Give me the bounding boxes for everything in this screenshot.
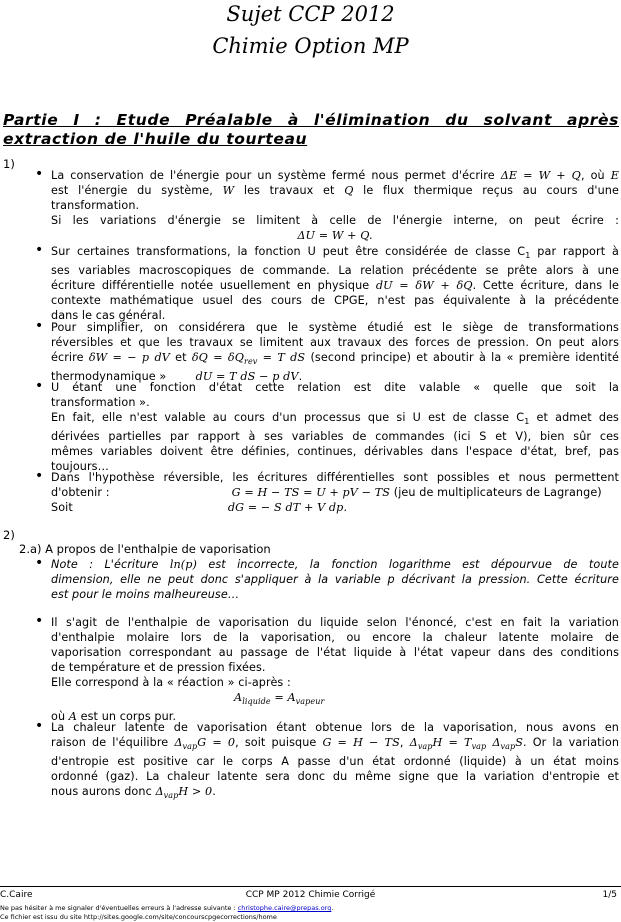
footer-note-errors: Ne pas hésiter à me signaler d'éventuelles erreurs à l'adresse suivante : christophe.caire@prepas.org. bbox=[0, 904, 334, 912]
q1-bullet4: U étant une fonction d'état cette relation est dite valable « quelle que soit la transformation ». En fait, elle n'est valable au cours d'un processus que si U est de classe $C_1$ et admet des dérivées partielles par rapport à ses variables de commandes (ici S et V), bien sûr ces mêmes variables doivent être définies, continues, dérivables dans l'espace d'état, bref, pas toujours… bbox=[51, 381, 619, 474]
document-title: Sujet CCP 2012 bbox=[226, 2, 395, 26]
email-link[interactable]: christophe.caire@prepas.org bbox=[237, 904, 332, 912]
part-title-line2: extraction de l'huile du tourteau bbox=[3, 130, 308, 148]
bullet-icon: • bbox=[35, 468, 44, 484]
footer-page-number: 1/5 bbox=[602, 890, 617, 900]
bullet-icon: • bbox=[35, 378, 44, 394]
subsection-title: 2.a) A propos de l'enthalpie de vaporisation bbox=[19, 542, 271, 556]
q2-bullet2: Il s'agit de l'enthalpie de vaporisation du liquide selon l'énoncé, c'est en fait la variation d'enthalpie molaire lors de la vaporisation, ou encore la chaleur latente molaire de vaporisation correspondant au passage de l'état liquide à l'état vapeur dans des conditions de température et de pression fixées. Elle correspond à la « réaction » ci-après : $A_{liquide} = A_{vapeur}$ où A est un corps pur. bbox=[51, 616, 619, 724]
question-number-2: 2) bbox=[3, 528, 15, 542]
footer-note-source: Ce fichier est issu du site http://sites.google.com/site/concourscpgecorrections/home bbox=[0, 913, 277, 921]
q1-bullet5: Dans l'hypothèse réversible, les écritures différentielles sont possibles et nous permettent d'obtenir : G = H − TS = U + pV − TS (jeu de multiplicateurs de Lagrange) Soit dG = − S dT + V dp. bbox=[51, 471, 619, 514]
part-title-line1: Partie I : Etude Préalable à l'élimination du solvant après bbox=[3, 111, 619, 129]
bullet-icon: • bbox=[35, 166, 44, 182]
document-subtitle: Chimie Option MP bbox=[212, 34, 409, 58]
bullet-icon: • bbox=[35, 613, 44, 629]
footer-rule bbox=[0, 886, 621, 887]
footer-author: C.Caire bbox=[0, 890, 33, 900]
q1-bullet3: Pour simplifier, on considérera que le système étudié est le siège de transformations réversibles et que les travaux se limitent aux travaux des forces de pression. On peut alors écrire δW = − p dV et $\delta Q = \delta Q_{rev} = T$ dS (second principe) et aboutir à la « première identité thermodynamique » dU = T dS − p dV. bbox=[51, 321, 619, 384]
bullet-icon: • bbox=[35, 555, 44, 571]
q1-bullet2: Sur certaines transformations, la fonction U peut être considérée de classe $C_1$ par rapport à ses variables macroscopiques de commande. La relation précédente se prête alors à une écriture différentielle notée usuellement en physique dU = δW + δQ. Cette écriture, dans le contexte mathématique usuel des cours de CPGE, n'est pas équivalente à la précédente dans le cas général. bbox=[51, 245, 619, 323]
q2-bullet3: La chaleur latente de vaporisation étant obtenue lors de la vaporisation, nous avons en raison de l'équilibre $\Delta_{vap}G = 0$, soit puisque G = H − TS, $\Delta_{vap}H = T_{vap}$ $\Delta_{vap}S$. Or la variation d'entropie est positive car le corps A passe d'un état ordonné (liquide) à un état moins ordonné (gaz). La chaleur latente sera donc du même signe que la variation d'entropie et nous aurons donc $\Delta_{vap}H > 0$. bbox=[51, 721, 620, 801]
bullet-icon: • bbox=[35, 242, 44, 258]
question-number-1: 1) bbox=[3, 157, 15, 171]
q2-note: Note : L'écriture ln(p) est incorrecte, la fonction logarithme est dépourvue de toute dimension, elle ne peut donc s'appliquer à la variable p décrivant la pression. Cette écriture est pour le moins malheureuse… bbox=[51, 558, 619, 601]
footer-center: CCP MP 2012 Chimie Corrigé bbox=[245, 890, 376, 900]
bullet-icon: • bbox=[35, 718, 44, 734]
bullet-icon: • bbox=[35, 318, 44, 334]
q1-bullet1: La conservation de l'énergie pour un système fermé nous permet d'écrire ΔE = W + Q, où E est l'énergie du système, W les travaux et Q le flux thermique reçus au cours d'une transformation. Si les variations d'énergie se limitent à celle de l'énergie interne, on peut écrire : ΔU = W + Q. bbox=[51, 169, 620, 242]
